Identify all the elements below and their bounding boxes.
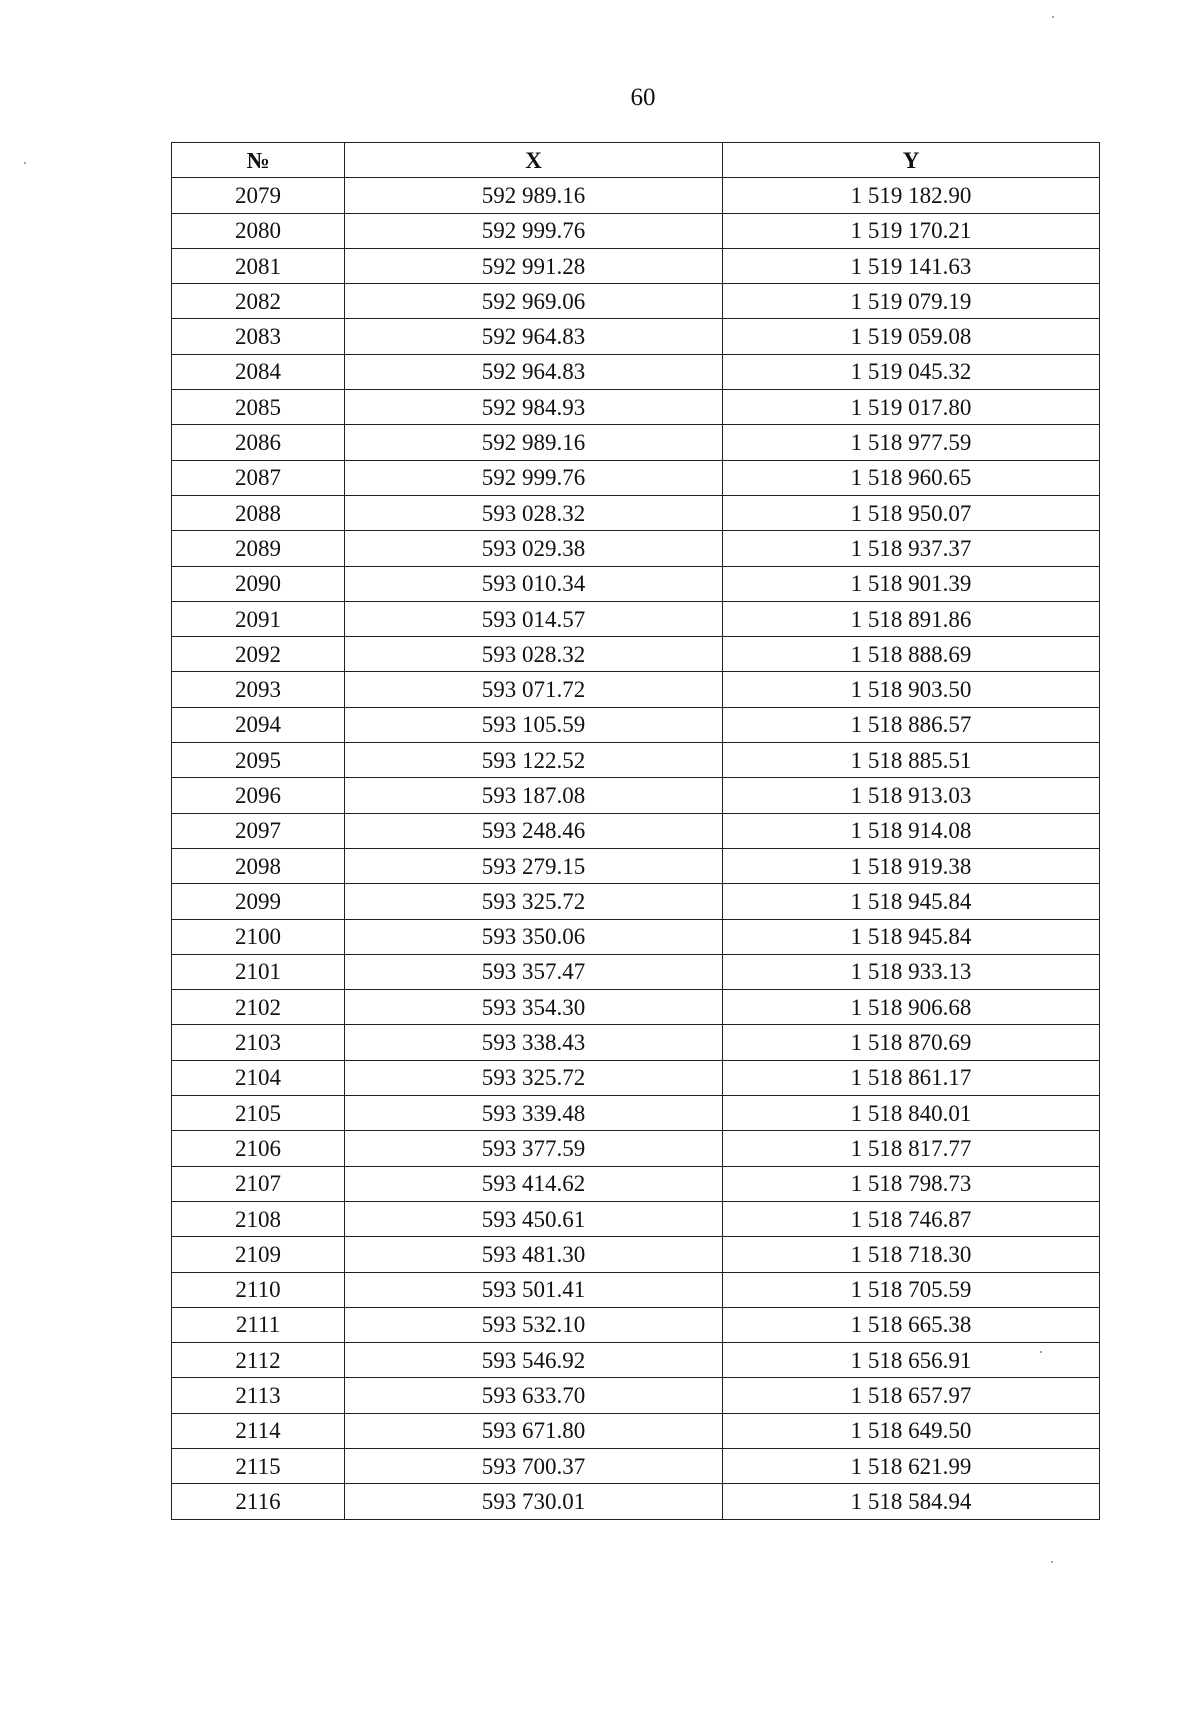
- cell-number: 2085: [172, 390, 345, 425]
- cell-y: 1 518 705.59: [723, 1272, 1100, 1307]
- cell-x: 593 730.01: [345, 1484, 723, 1519]
- cell-x: 593 532.10: [345, 1307, 723, 1342]
- coordinates-table: [171, 142, 1100, 1520]
- cell-x: 593 010.34: [345, 566, 723, 601]
- table-row: [172, 1096, 1100, 1131]
- cell-y: 1 518 657.97: [723, 1378, 1100, 1413]
- cell-number: 2093: [172, 672, 345, 707]
- table-body: [172, 178, 1100, 1519]
- cell-number: 2094: [172, 707, 345, 742]
- cell-x: 593 028.32: [345, 637, 723, 672]
- cell-x: 593 325.72: [345, 1060, 723, 1095]
- table-row: [172, 1413, 1100, 1448]
- table-row: [172, 707, 1100, 742]
- cell-y: 1 518 945.84: [723, 919, 1100, 954]
- cell-y: 1 518 888.69: [723, 637, 1100, 672]
- cell-x: 592 984.93: [345, 390, 723, 425]
- column-header-x: X: [345, 143, 723, 178]
- cell-number: 2088: [172, 495, 345, 530]
- cell-number: 2084: [172, 354, 345, 389]
- cell-number: 2095: [172, 743, 345, 778]
- cell-y: 1 519 045.32: [723, 354, 1100, 389]
- table-row: [172, 1272, 1100, 1307]
- cell-x: 592 969.06: [345, 284, 723, 319]
- cell-y: 1 518 798.73: [723, 1166, 1100, 1201]
- cell-x: 592 991.28: [345, 248, 723, 283]
- cell-x: 593 029.38: [345, 531, 723, 566]
- table-row: [172, 813, 1100, 848]
- scan-speck: [24, 162, 26, 164]
- cell-number: 2106: [172, 1131, 345, 1166]
- table-row: [172, 601, 1100, 636]
- table-row: [172, 778, 1100, 813]
- column-header-number: №: [172, 143, 345, 178]
- cell-y: 1 518 950.07: [723, 495, 1100, 530]
- table-row: [172, 1201, 1100, 1236]
- table-row: [172, 1448, 1100, 1483]
- table-row: [172, 637, 1100, 672]
- cell-number: 2086: [172, 425, 345, 460]
- cell-number: 2116: [172, 1484, 345, 1519]
- cell-y: 1 518 885.51: [723, 743, 1100, 778]
- cell-y: 1 518 906.68: [723, 990, 1100, 1025]
- cell-y: 1 518 903.50: [723, 672, 1100, 707]
- cell-y: 1 518 977.59: [723, 425, 1100, 460]
- table-row: [172, 460, 1100, 495]
- table-row: [172, 248, 1100, 283]
- cell-x: 593 481.30: [345, 1237, 723, 1272]
- cell-y: 1 518 718.30: [723, 1237, 1100, 1272]
- cell-number: 2105: [172, 1096, 345, 1131]
- table-row: [172, 954, 1100, 989]
- cell-x: 593 546.92: [345, 1343, 723, 1378]
- cell-number: 2096: [172, 778, 345, 813]
- table-row: [172, 1131, 1100, 1166]
- cell-y: 1 519 170.21: [723, 213, 1100, 248]
- cell-y: 1 518 649.50: [723, 1413, 1100, 1448]
- scan-speck: [1040, 1351, 1042, 1353]
- cell-y: 1 518 913.03: [723, 778, 1100, 813]
- cell-x: 592 999.76: [345, 460, 723, 495]
- cell-number: 2112: [172, 1343, 345, 1378]
- cell-number: 2115: [172, 1448, 345, 1483]
- table-row: [172, 495, 1100, 530]
- cell-number: 2108: [172, 1201, 345, 1236]
- table-row: [172, 1237, 1100, 1272]
- cell-number: 2082: [172, 284, 345, 319]
- cell-x: 593 700.37: [345, 1448, 723, 1483]
- page-number: 60: [630, 84, 656, 111]
- table-row: [172, 284, 1100, 319]
- cell-x: 593 279.15: [345, 848, 723, 883]
- cell-x: 592 964.83: [345, 319, 723, 354]
- cell-y: 1 518 945.84: [723, 884, 1100, 919]
- cell-number: 2104: [172, 1060, 345, 1095]
- table-row: [172, 1025, 1100, 1060]
- cell-y: 1 518 960.65: [723, 460, 1100, 495]
- column-header-y: Y: [723, 143, 1100, 178]
- cell-y: 1 518 665.38: [723, 1307, 1100, 1342]
- cell-y: 1 518 933.13: [723, 954, 1100, 989]
- table-row: [172, 531, 1100, 566]
- cell-number: 2109: [172, 1237, 345, 1272]
- cell-x: 593 450.61: [345, 1201, 723, 1236]
- cell-y: 1 518 817.77: [723, 1131, 1100, 1166]
- cell-y: 1 519 017.80: [723, 390, 1100, 425]
- table-row: [172, 990, 1100, 1025]
- cell-y: 1 518 886.57: [723, 707, 1100, 742]
- table-row: [172, 1343, 1100, 1378]
- cell-x: 593 357.47: [345, 954, 723, 989]
- cell-number: 2099: [172, 884, 345, 919]
- cell-number: 2102: [172, 990, 345, 1025]
- cell-x: 593 501.41: [345, 1272, 723, 1307]
- cell-x: 592 999.76: [345, 213, 723, 248]
- cell-y: 1 519 182.90: [723, 178, 1100, 213]
- cell-x: 592 989.16: [345, 425, 723, 460]
- cell-y: 1 518 840.01: [723, 1096, 1100, 1131]
- cell-x: 592 964.83: [345, 354, 723, 389]
- cell-y: 1 518 621.99: [723, 1448, 1100, 1483]
- cell-x: 593 354.30: [345, 990, 723, 1025]
- cell-x: 593 325.72: [345, 884, 723, 919]
- cell-x: 593 633.70: [345, 1378, 723, 1413]
- table-row: [172, 743, 1100, 778]
- cell-y: 1 518 914.08: [723, 813, 1100, 848]
- table-row: [172, 178, 1100, 213]
- scan-speck: [1052, 16, 1054, 18]
- cell-x: 593 122.52: [345, 743, 723, 778]
- table-row: [172, 1378, 1100, 1413]
- table-header: [172, 143, 1100, 178]
- table-row: [172, 1307, 1100, 1342]
- table-row: [172, 1166, 1100, 1201]
- cell-x: 592 989.16: [345, 178, 723, 213]
- cell-number: 2092: [172, 637, 345, 672]
- table-row: [172, 566, 1100, 601]
- cell-number: 2091: [172, 601, 345, 636]
- cell-x: 593 339.48: [345, 1096, 723, 1131]
- cell-y: 1 518 656.91: [723, 1343, 1100, 1378]
- cell-x: 593 414.62: [345, 1166, 723, 1201]
- cell-y: 1 518 870.69: [723, 1025, 1100, 1060]
- cell-number: 2090: [172, 566, 345, 601]
- cell-x: 593 671.80: [345, 1413, 723, 1448]
- cell-x: 593 105.59: [345, 707, 723, 742]
- cell-y: 1 519 059.08: [723, 319, 1100, 354]
- cell-number: 2087: [172, 460, 345, 495]
- table-row: [172, 884, 1100, 919]
- scan-speck: [1051, 1561, 1053, 1563]
- cell-number: 2111: [172, 1307, 345, 1342]
- cell-number: 2113: [172, 1378, 345, 1413]
- cell-number: 2107: [172, 1166, 345, 1201]
- table-row: [172, 213, 1100, 248]
- cell-number: 2080: [172, 213, 345, 248]
- table-row: [172, 319, 1100, 354]
- cell-x: 593 248.46: [345, 813, 723, 848]
- cell-x: 593 014.57: [345, 601, 723, 636]
- table-row: [172, 672, 1100, 707]
- cell-y: 1 519 079.19: [723, 284, 1100, 319]
- cell-number: 2089: [172, 531, 345, 566]
- table-row: [172, 1060, 1100, 1095]
- cell-number: 2097: [172, 813, 345, 848]
- cell-y: 1 518 584.94: [723, 1484, 1100, 1519]
- cell-y: 1 518 891.86: [723, 601, 1100, 636]
- table-row: [172, 390, 1100, 425]
- cell-number: 2083: [172, 319, 345, 354]
- cell-y: 1 518 861.17: [723, 1060, 1100, 1095]
- table-row: [172, 354, 1100, 389]
- table-row: [172, 919, 1100, 954]
- cell-x: 593 350.06: [345, 919, 723, 954]
- cell-y: 1 518 901.39: [723, 566, 1100, 601]
- table-row: [172, 1484, 1100, 1519]
- cell-x: 593 028.32: [345, 495, 723, 530]
- cell-y: 1 518 937.37: [723, 531, 1100, 566]
- cell-x: 593 187.08: [345, 778, 723, 813]
- cell-x: 593 338.43: [345, 1025, 723, 1060]
- cell-y: 1 519 141.63: [723, 248, 1100, 283]
- cell-number: 2100: [172, 919, 345, 954]
- cell-number: 2081: [172, 248, 345, 283]
- cell-number: 2114: [172, 1413, 345, 1448]
- cell-x: 593 377.59: [345, 1131, 723, 1166]
- cell-number: 2098: [172, 848, 345, 883]
- cell-number: 2103: [172, 1025, 345, 1060]
- cell-y: 1 518 746.87: [723, 1201, 1100, 1236]
- cell-number: 2110: [172, 1272, 345, 1307]
- cell-number: 2079: [172, 178, 345, 213]
- header-row: [172, 143, 1100, 178]
- table-row: [172, 848, 1100, 883]
- table-row: [172, 425, 1100, 460]
- cell-x: 593 071.72: [345, 672, 723, 707]
- cell-number: 2101: [172, 954, 345, 989]
- cell-y: 1 518 919.38: [723, 848, 1100, 883]
